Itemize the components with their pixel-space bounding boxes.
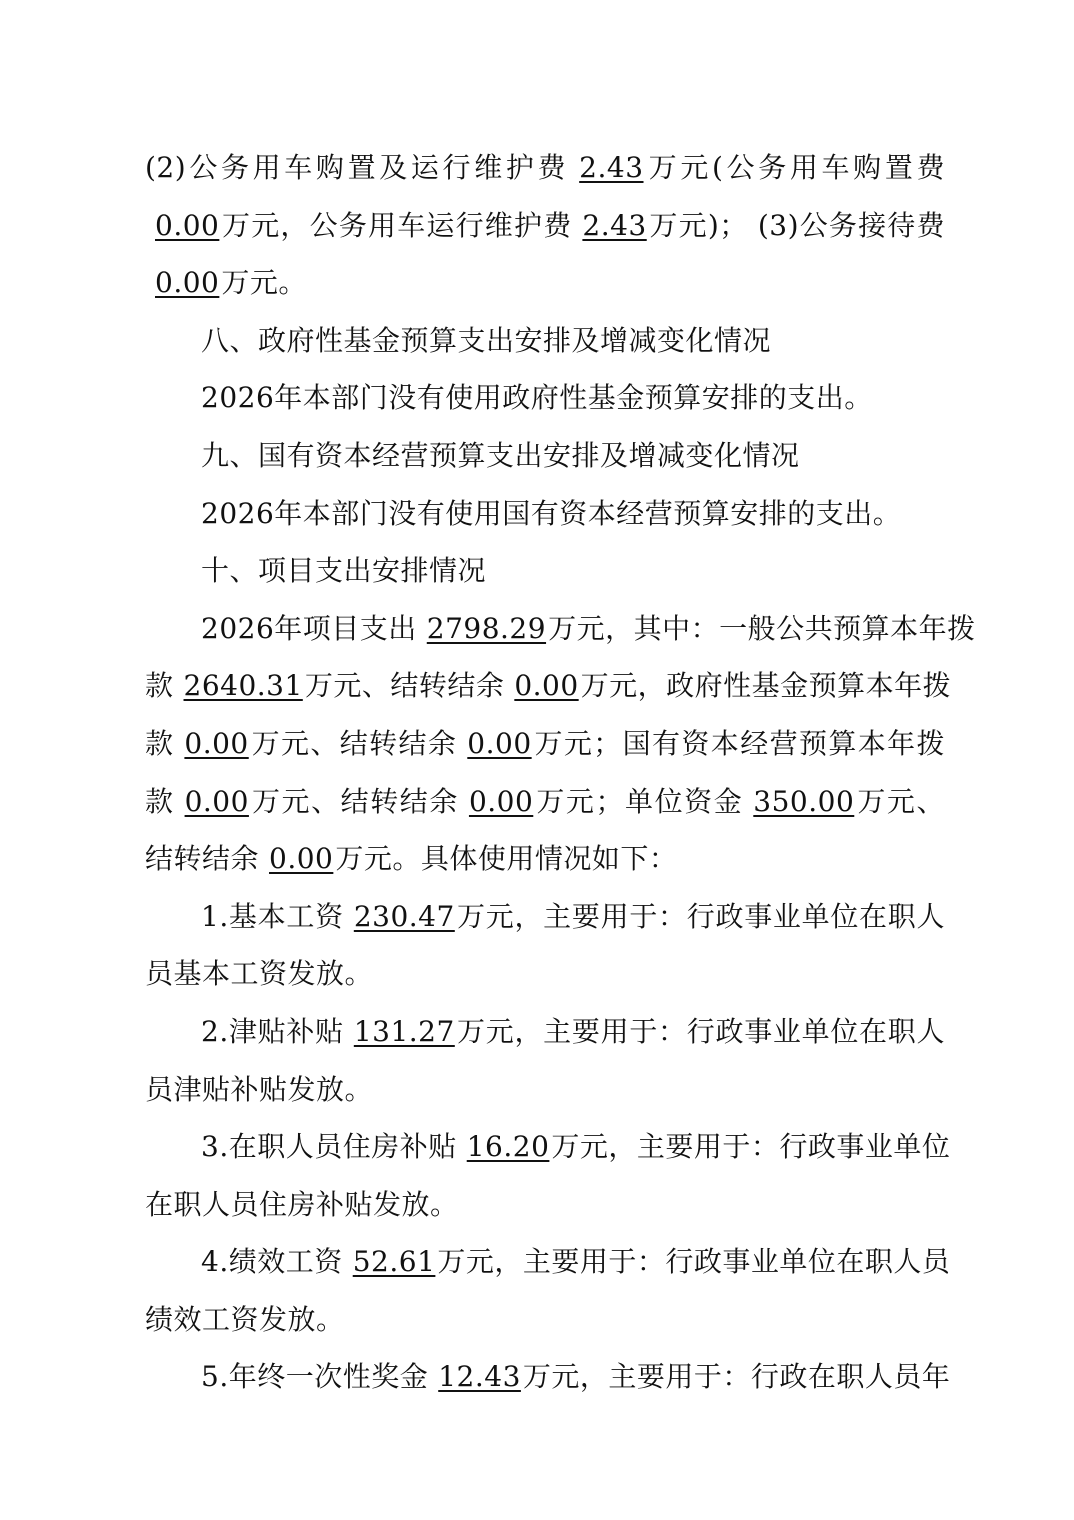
paragraph-line: 0.00万元。 <box>145 254 945 312</box>
amount-underlined: 2.43 <box>579 151 644 184</box>
amount-underlined: 0.00 <box>467 726 532 760</box>
paragraph-line: 2026年本部门没有使用国有资本经营预算安排的支出。 <box>201 496 902 530</box>
amount-underlined: 0.00 <box>514 669 579 703</box>
amount-underlined: 12.43 <box>438 1360 521 1394</box>
amount-underlined: 0.00 <box>155 266 220 300</box>
paragraph-line: 结转结余 0.00万元。具体使用情况如下： <box>145 842 678 876</box>
paragraph-line: 2026年本部门没有使用政府性基金预算安排的支出。 <box>201 381 873 415</box>
section-heading: 十、项目支出安排情况 <box>201 554 487 588</box>
paragraph-line: 款 0.00万元、结转结余 0.00万元；国有资本经营预算本年拨 <box>145 726 945 760</box>
list-item-line: 1.基本工资 230.47万元，主要用于：行政事业单位在职人 <box>201 899 945 933</box>
amount-underlined: 350.00 <box>753 784 855 818</box>
amount-underlined: 2798.29 <box>426 611 547 645</box>
amount-underlined: 0.00 <box>184 784 249 818</box>
list-item-line: 2.津贴补贴 131.27万元，主要用于：行政事业单位在职人 <box>201 1014 945 1048</box>
amount-underlined: 0.00 <box>184 726 249 760</box>
amount-underlined: 230.47 <box>353 899 455 933</box>
paragraph-line: 款 0.00万元、结转结余 0.00万元；单位资金 350.00万元、 <box>145 784 945 818</box>
list-item-line: 员津贴补贴发放。 <box>145 1072 374 1106</box>
list-item-line: 5.年终一次性奖金 12.43万元，主要用于：行政在职人员年 <box>201 1360 951 1394</box>
list-item-line: 员基本工资发放。 <box>145 957 374 991</box>
paragraph-line: (2)公务用车购置及运行维护费 2.43万元(公务用车购置费 <box>145 151 945 184</box>
list-item-line: 3.在职人员住房补贴 16.20万元，主要用于：行政事业单位 <box>201 1130 951 1164</box>
amount-underlined: 0.00 <box>155 208 220 242</box>
paragraph-line: 2026年项目支出 2798.29万元，其中：一般公共预算本年拨 <box>201 611 976 645</box>
list-item-line: 绩效工资发放。 <box>145 1302 345 1336</box>
amount-underlined: 52.61 <box>352 1245 436 1279</box>
paragraph-line: 款 2640.31万元、结转结余 0.00万元，政府性基金预算本年拨 <box>145 669 952 703</box>
list-item-line: 在职人员住房补贴发放。 <box>145 1187 459 1221</box>
amount-underlined: 2.43 <box>582 208 647 242</box>
amount-underlined: 16.20 <box>466 1130 550 1164</box>
amount-underlined: 0.00 <box>468 784 534 818</box>
amount-underlined: 0.00 <box>269 842 334 876</box>
amount-underlined: 131.27 <box>353 1014 455 1048</box>
paragraph-line: 0.00万元，公务用车运行维护费 2.43万元)； (3)公务接待费 <box>145 197 945 255</box>
section-heading: 九、国有资本经营预算支出安排及增减变化情况 <box>201 438 800 472</box>
document-page <box>145 139 976 1406</box>
amount-underlined: 2640.31 <box>183 669 303 703</box>
section-heading: 八、政府性基金预算支出安排及增减变化情况 <box>201 323 772 357</box>
list-item-line: 4.绩效工资 52.61万元，主要用于：行政事业单位在职人员 <box>201 1245 951 1279</box>
